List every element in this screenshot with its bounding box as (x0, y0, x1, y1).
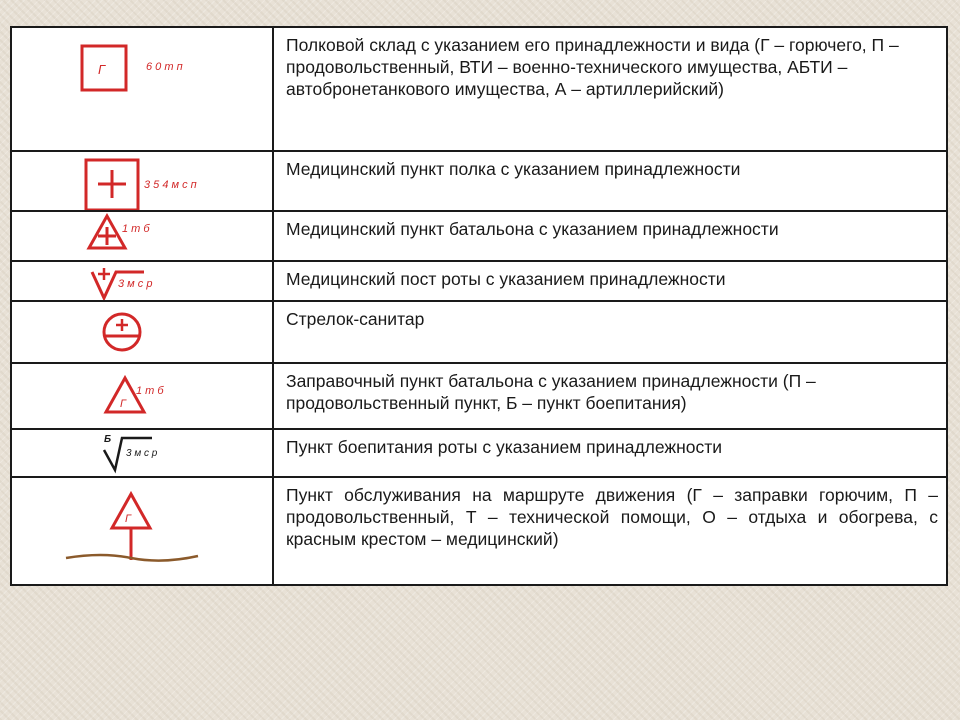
rifleman-medic-symbol (12, 302, 272, 362)
unit-label: 6 0 т п (146, 61, 183, 73)
symbol-cell (12, 302, 274, 362)
table-row (12, 28, 946, 150)
symbol-cell (12, 364, 274, 428)
symbol-letter: Г (98, 62, 106, 77)
symbol-cell (12, 28, 274, 150)
symbol-cell (12, 212, 274, 260)
description-text: Заправочный пункт батальона с указанием принадлежности (П – продовольственный пункт, Б – пункт боепитания) (286, 371, 816, 413)
regimental-depot-symbol (12, 28, 272, 150)
company-medical-post-symbol (12, 262, 272, 300)
description-text: Пункт боепитания роты с указанием принадлежности (286, 437, 723, 457)
unit-label: 3 м с р (118, 278, 153, 290)
description-text: Стрелок-санитар (286, 309, 425, 329)
route-service-point-symbol (12, 478, 272, 584)
table-row (12, 260, 946, 300)
unit-label: 3 5 4 м с п (144, 179, 197, 191)
symbol-letter: Г (120, 398, 126, 410)
unit-label: 3 м с р (126, 448, 158, 459)
unit-label: 1 т б (122, 223, 150, 235)
company-ammo-point-symbol (12, 430, 272, 476)
symbol-cell (12, 430, 274, 476)
table-row (12, 428, 946, 476)
description-text: Медицинский пункт полка с указанием принадлежности (286, 159, 741, 179)
symbol-cell (12, 478, 274, 584)
table-row (12, 210, 946, 260)
unit-label: 1 т б (136, 385, 164, 397)
description-text: Полковой склад с указанием его принадлежности и вида (Г – горючего, П – продовольственный, ВТИ – военно-технического имущества, АБТИ – автобронетанкового имущества, А – артиллерийский) (286, 35, 899, 99)
symbols-table (10, 26, 948, 586)
symbol-cell (12, 262, 274, 300)
description-text: Пункт обслуживания на маршруте движения (Г – заправки горючим, П – продовольственный, Т – технической помощи, О – отдыха и обогрева, с красным крестом – медицинский) (286, 485, 938, 549)
table-row (12, 476, 946, 584)
battalion-medical-post-symbol (12, 212, 272, 260)
symbol-letter: Б (104, 434, 112, 445)
regimental-medical-post-symbol (12, 152, 272, 210)
description-text: Медицинский пост роты с указанием принадлежности (286, 269, 726, 289)
table-row (12, 300, 946, 362)
battalion-refuel-point-symbol (12, 364, 272, 428)
table-row (12, 150, 946, 210)
symbol-cell (12, 152, 274, 210)
table-row (12, 362, 946, 428)
description-text: Медицинский пункт батальона с указанием принадлежности (286, 219, 779, 239)
symbol-letter: Г (125, 513, 131, 525)
